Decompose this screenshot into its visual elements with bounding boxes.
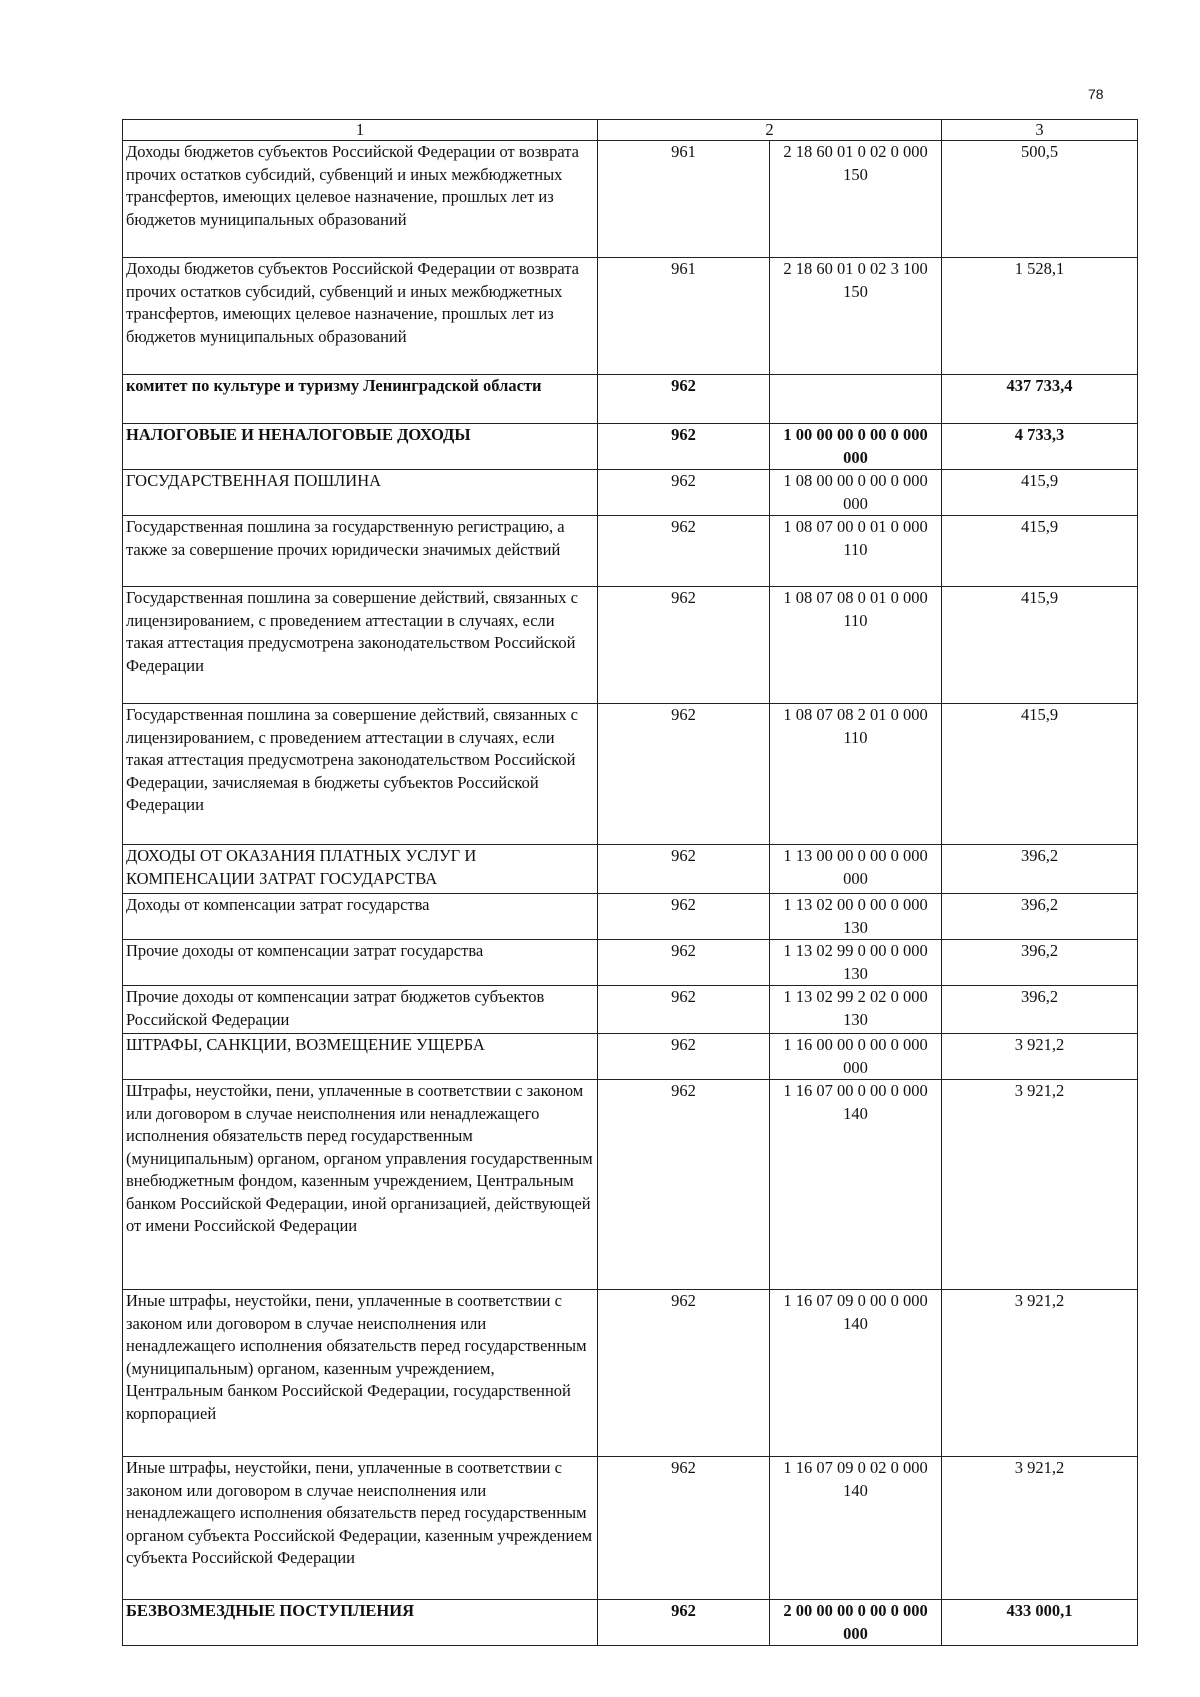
table-row <box>123 704 1138 845</box>
row-admin-code: 962 <box>598 1080 770 1290</box>
row-amount: 396,2 <box>942 940 1138 986</box>
row-revenue-code: 1 13 02 99 2 02 0 000 130 <box>770 986 942 1034</box>
row-revenue-code: 1 16 07 09 0 02 0 000 140 <box>770 1457 942 1600</box>
row-amount: 3 921,2 <box>942 1034 1138 1080</box>
row-admin-code: 962 <box>598 894 770 940</box>
row-name: ДОХОДЫ ОТ ОКАЗАНИЯ ПЛАТНЫХ УСЛУГ И КОМПЕНСАЦИИ ЗАТРАТ ГОСУДАРСТВА <box>123 845 598 894</box>
row-amount: 415,9 <box>942 704 1138 845</box>
row-name: Иные штрафы, неустойки, пени, уплаченные в соответствии с законом или договором в случае неисполнения или ненадлежащего исполнения обязательств перед государственным органом субъекта Российской Федерации, казенным учреждением субъекта Российской Федерации <box>123 1457 598 1600</box>
row-amount: 4 733,3 <box>942 424 1138 470</box>
row-revenue-code: 1 16 07 00 0 00 0 000 140 <box>770 1080 942 1290</box>
row-name: Государственная пошлина за совершение действий, связанных с лицензированием, с проведением аттестации в случаях, если такая аттестация предусмотрена законодательством Российской Федерации, зачисляемая в бюджеты субъектов Российской Федерации <box>123 704 598 845</box>
row-name: БЕЗВОЗМЕЗДНЫЕ ПОСТУПЛЕНИЯ <box>123 1600 598 1646</box>
row-revenue-code <box>770 375 942 424</box>
row-admin-code: 962 <box>598 516 770 587</box>
row-revenue-code: 1 00 00 00 0 00 0 000 000 <box>770 424 942 470</box>
row-revenue-code: 1 13 00 00 0 00 0 000 000 <box>770 845 942 894</box>
row-admin-code: 961 <box>598 141 770 258</box>
row-revenue-code: 1 13 02 99 0 00 0 000 130 <box>770 940 942 986</box>
row-revenue-code: 1 08 00 00 0 00 0 000 000 <box>770 470 942 516</box>
row-amount: 3 921,2 <box>942 1290 1138 1457</box>
table-row <box>123 141 1138 258</box>
row-name: Доходы бюджетов субъектов Российской Федерации от возврата прочих остатков субсидий, субвенций и иных межбюджетных трансфертов, имеющих целевое назначение, прошлых лет из бюджетов муниципальных образований <box>123 141 598 258</box>
row-name: комитет по культуре и туризму Ленинградской области <box>123 375 598 424</box>
row-name: НАЛОГОВЫЕ И НЕНАЛОГОВЫЕ ДОХОДЫ <box>123 424 598 470</box>
row-admin-code: 962 <box>598 1457 770 1600</box>
table-row <box>123 940 1138 986</box>
table-row <box>123 1457 1138 1600</box>
row-name: Доходы от компенсации затрат государства <box>123 894 598 940</box>
row-admin-code: 961 <box>598 258 770 375</box>
row-amount: 396,2 <box>942 845 1138 894</box>
table-row <box>123 516 1138 587</box>
row-name: Иные штрафы, неустойки, пени, уплаченные в соответствии с законом или договором в случае неисполнения или ненадлежащего исполнения обязательств перед государственным (муниципальным) органом, казенным учреждением, Центральным банком Российской Федерации, государственной корпорацией <box>123 1290 598 1457</box>
row-revenue-code: 1 13 02 00 0 00 0 000 130 <box>770 894 942 940</box>
row-amount: 415,9 <box>942 587 1138 704</box>
table-row <box>123 1600 1138 1646</box>
row-name: Прочие доходы от компенсации затрат государства <box>123 940 598 986</box>
row-admin-code: 962 <box>598 470 770 516</box>
row-admin-code: 962 <box>598 845 770 894</box>
table-row <box>123 258 1138 375</box>
table-body <box>123 141 1138 1646</box>
header-col-2: 2 <box>598 120 942 141</box>
row-amount: 396,2 <box>942 894 1138 940</box>
row-admin-code: 962 <box>598 424 770 470</box>
row-admin-code: 962 <box>598 587 770 704</box>
row-name: Государственная пошлина за совершение действий, связанных с лицензированием, с проведением аттестации в случаях, если такая аттестация предусмотрена законодательством Российской Федерации <box>123 587 598 704</box>
row-name: Штрафы, неустойки, пени, уплаченные в соответствии с законом или договором в случае неисполнения или ненадлежащего исполнения обязательств перед государственным (муниципальным) органом, органом управления государственным внебюджетным фондом, казенным учреждением, Центральным банком Российской Федерации, иной организацией, действующей от имени Российской Федерации <box>123 1080 598 1290</box>
row-admin-code: 962 <box>598 704 770 845</box>
row-revenue-code: 2 18 60 01 0 02 3 100 150 <box>770 258 942 375</box>
row-amount: 433 000,1 <box>942 1600 1138 1646</box>
row-revenue-code: 1 16 00 00 0 00 0 000 000 <box>770 1034 942 1080</box>
table-row <box>123 1034 1138 1080</box>
row-revenue-code: 1 08 07 00 0 01 0 000 110 <box>770 516 942 587</box>
row-revenue-code: 1 08 07 08 0 01 0 000 110 <box>770 587 942 704</box>
row-name: ГОСУДАРСТВЕННАЯ ПОШЛИНА <box>123 470 598 516</box>
row-revenue-code: 2 18 60 01 0 02 0 000 150 <box>770 141 942 258</box>
row-amount: 1 528,1 <box>942 258 1138 375</box>
table-row <box>123 375 1138 424</box>
row-revenue-code: 1 16 07 09 0 00 0 000 140 <box>770 1290 942 1457</box>
row-amount: 500,5 <box>942 141 1138 258</box>
table-header-row <box>123 120 1138 141</box>
row-admin-code: 962 <box>598 375 770 424</box>
row-admin-code: 962 <box>598 940 770 986</box>
row-amount: 396,2 <box>942 986 1138 1034</box>
revenue-table <box>122 119 1138 1646</box>
row-admin-code: 962 <box>598 1034 770 1080</box>
row-amount: 3 921,2 <box>942 1457 1138 1600</box>
table-row <box>123 470 1138 516</box>
row-name: ШТРАФЫ, САНКЦИИ, ВОЗМЕЩЕНИЕ УЩЕРБА <box>123 1034 598 1080</box>
table-row <box>123 1080 1138 1290</box>
row-amount: 415,9 <box>942 470 1138 516</box>
row-amount: 3 921,2 <box>942 1080 1138 1290</box>
row-revenue-code: 1 08 07 08 2 01 0 000 110 <box>770 704 942 845</box>
table-row <box>123 1290 1138 1457</box>
page-number: 78 <box>1088 86 1104 102</box>
row-amount: 437 733,4 <box>942 375 1138 424</box>
row-name: Государственная пошлина за государственную регистрацию, а также за совершение прочих юридически значимых действий <box>123 516 598 587</box>
header-col-1: 1 <box>123 120 598 141</box>
row-admin-code: 962 <box>598 1600 770 1646</box>
table-row <box>123 894 1138 940</box>
row-name: Прочие доходы от компенсации затрат бюджетов субъектов Российской Федерации <box>123 986 598 1034</box>
header-col-3: 3 <box>942 120 1138 141</box>
table-row <box>123 986 1138 1034</box>
row-revenue-code: 2 00 00 00 0 00 0 000 000 <box>770 1600 942 1646</box>
table-row <box>123 845 1138 894</box>
table-row <box>123 424 1138 470</box>
table-row <box>123 587 1138 704</box>
row-admin-code: 962 <box>598 1290 770 1457</box>
row-admin-code: 962 <box>598 986 770 1034</box>
row-amount: 415,9 <box>942 516 1138 587</box>
row-name: Доходы бюджетов субъектов Российской Федерации от возврата прочих остатков субсидий, субвенций и иных межбюджетных трансфертов, имеющих целевое назначение, прошлых лет из бюджетов муниципальных образований <box>123 258 598 375</box>
